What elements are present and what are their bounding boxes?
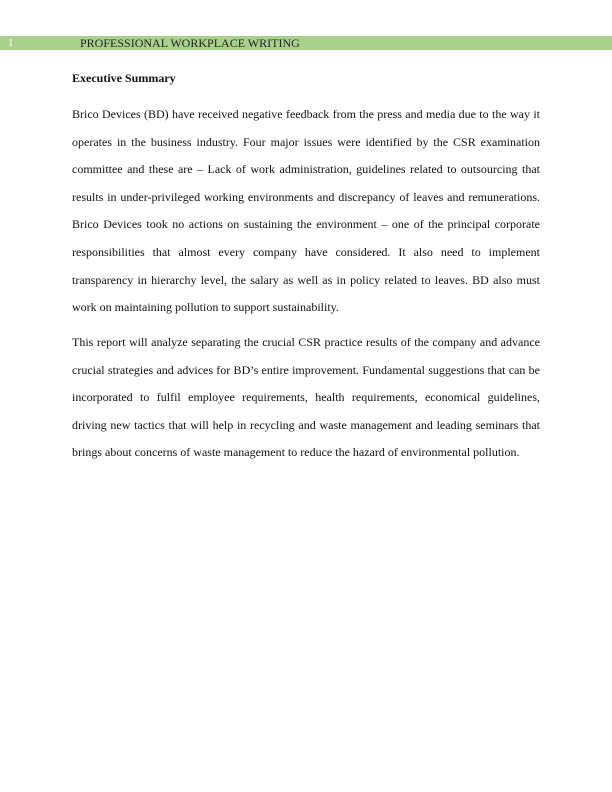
text-line: transparency in hierarchy level, the salary as well as in policy related to leaves. BD also must [72,272,540,287]
text-line: committee and these are – Lack of work administration, guidelines related to outsourcing that [72,162,540,177]
running-head: PROFESSIONAL WORKPLACE WRITING [80,36,300,50]
text-line: crucial strategies and advices for BD’s entire improvement. Fundamental suggestions that can be [72,362,540,377]
text-line: This report will analyze separating the crucial CSR practice results of the company and advance [72,335,540,349]
text-line: Brico Devices (BD) have received negative feedback from the press and media due to the way it [72,107,540,121]
text-line: brings about concerns of waste management to reduce the hazard of environmental pollution. [72,445,520,460]
section-heading: Executive Summary [72,71,176,85]
text-line: driving new tactics that will help in recycling and waste management and leading seminars that [72,417,540,432]
text-line: results in under-privileged working environments and discrepancy of leaves and remunerations. [72,189,540,204]
text-line: incorporated to fulfil employee requirements, health requirements, economical guidelines, [72,390,540,405]
paragraph-2 [72,335,540,473]
text-line: operates in the business industry. Four major issues were identified by the CSR examination [72,134,540,149]
page-number: 1 [8,37,14,49]
text-line: work on maintaining pollution to support sustainability. [72,300,339,315]
paragraph-1 [72,107,540,328]
text-line: Brico Devices took no actions on sustaining the environment – one of the principal corporate [72,217,540,232]
text-line: responsibilities that almost every company have considered. It also need to implement [72,244,540,259]
